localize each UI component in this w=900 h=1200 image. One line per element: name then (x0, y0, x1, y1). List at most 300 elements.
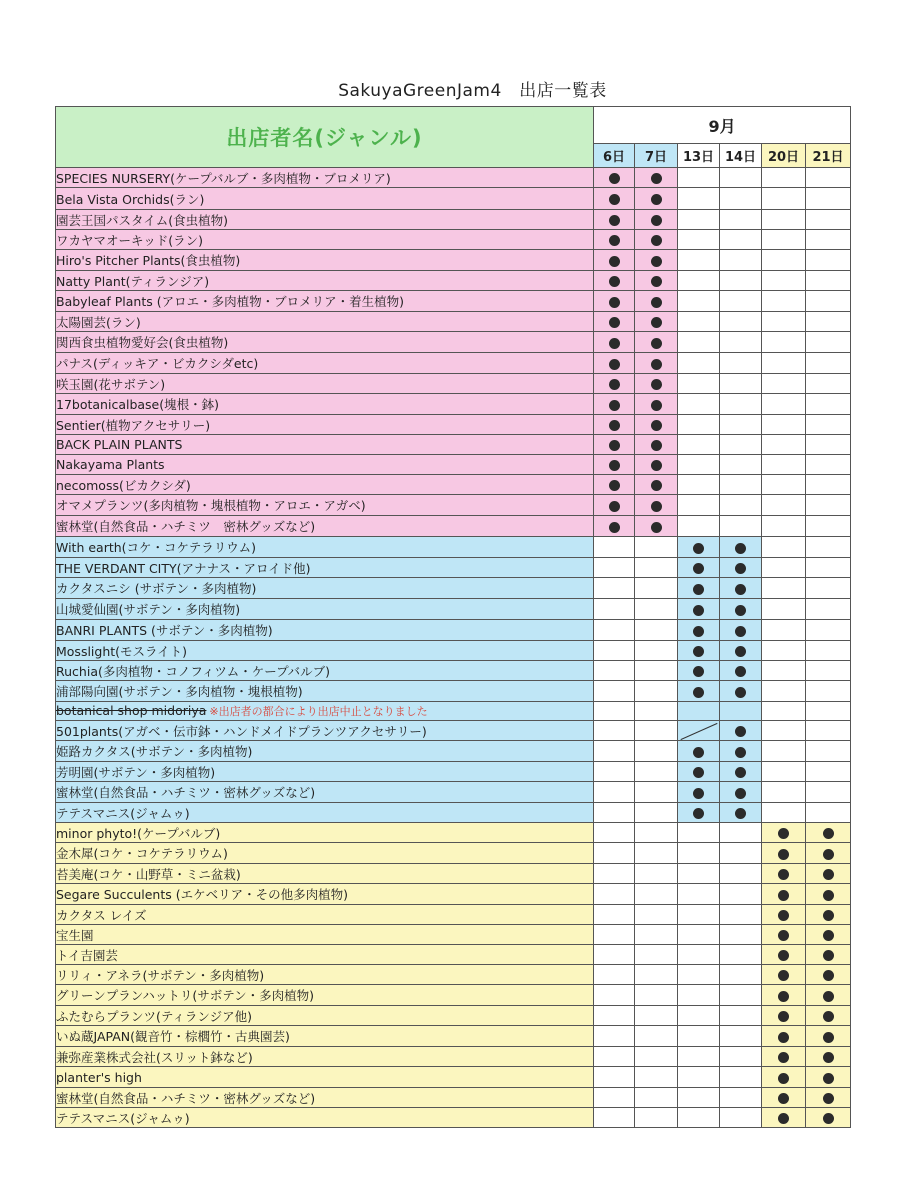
day-cell (594, 415, 635, 435)
day-cell (806, 537, 851, 558)
day-cell (635, 537, 678, 558)
day-cell (720, 985, 762, 1006)
day-header-7: 7日 (635, 144, 678, 168)
day-cell (762, 250, 806, 271)
attendance-dot (735, 646, 746, 657)
vendor-name: いぬ蔵JAPAN(観音竹・棕櫚竹・古典園芸) (56, 1029, 290, 1044)
day-cell (762, 864, 806, 884)
day-cell (720, 1026, 762, 1047)
day-cell (806, 374, 851, 394)
day-cell (594, 1067, 635, 1088)
day-cell (635, 905, 678, 925)
vendor-name: BACK PLAIN PLANTS (56, 437, 183, 452)
day-cell (635, 188, 678, 210)
day-cell (806, 516, 851, 537)
attendance-dot (651, 400, 662, 411)
day-cell (635, 843, 678, 864)
day-cell (635, 925, 678, 945)
day-cell (594, 210, 635, 230)
vendor-name: 山城愛仙園(サボテン・多肉植物) (56, 602, 241, 617)
attendance-dot (693, 563, 704, 574)
day-cell (762, 516, 806, 537)
day-cell (720, 1088, 762, 1108)
attendance-dot (823, 1113, 834, 1124)
day-cell (806, 495, 851, 516)
vendor-name: 咲玉園(花サボテン) (56, 376, 166, 392)
day-cell (720, 864, 762, 884)
attendance-dot (778, 1052, 789, 1063)
day-cell (635, 1026, 678, 1047)
vendor-name-cell (56, 945, 594, 965)
vendor-name: 蜜林堂(自然食品・ハチミツ・密林グッズなど) (56, 1090, 316, 1106)
day-cell (720, 843, 762, 864)
day-cell (720, 394, 762, 415)
vendor-name-cell (56, 803, 594, 823)
vendor-name-cell (56, 230, 594, 250)
day-cell (594, 599, 635, 620)
vendor-name: BANRI PLANTS (サボテン・多肉植物) (56, 623, 273, 638)
day-cell (635, 495, 678, 516)
day-cell (806, 353, 851, 374)
day-cell (762, 210, 806, 230)
day-cell (762, 435, 806, 455)
day-cell (720, 291, 762, 312)
day-cell (678, 1088, 720, 1108)
vendor-name-cell (56, 394, 594, 415)
vendor-name-cell (56, 516, 594, 537)
table-row (56, 762, 851, 782)
day-cell (678, 681, 720, 702)
day-cell (635, 1108, 678, 1128)
day-cell (635, 620, 678, 641)
attendance-dot (735, 543, 746, 554)
day-cell (762, 925, 806, 945)
day-cell (678, 353, 720, 374)
day-cell (762, 558, 806, 578)
table-row (56, 475, 851, 495)
day-cell (635, 250, 678, 271)
table-row (56, 1067, 851, 1088)
attendance-dot (651, 256, 662, 267)
day-cell (635, 1006, 678, 1026)
day-cell (678, 782, 720, 803)
vendor-name-cell (56, 641, 594, 661)
day-cell (762, 168, 806, 188)
day-cell (806, 1047, 851, 1067)
attendance-dot (609, 400, 620, 411)
day-cell (594, 188, 635, 210)
vendor-name-cell (56, 741, 594, 762)
day-cell (806, 620, 851, 641)
table-row (56, 721, 851, 741)
attendance-dot (693, 788, 704, 799)
day-cell (635, 762, 678, 782)
cancel-note: ※出店者の都合により出店中止となりました (209, 705, 428, 718)
day-cell (762, 762, 806, 782)
day-cell (806, 762, 851, 782)
day-cell (678, 495, 720, 516)
attendance-dot (651, 460, 662, 471)
table-row (56, 925, 851, 945)
day-cell (594, 291, 635, 312)
day-cell (720, 578, 762, 599)
day-cell (678, 435, 720, 455)
vendor-name-cell (56, 782, 594, 803)
vendor-name: 姫路カクタス(サボテン・多肉植物) (56, 744, 253, 759)
attendance-dot (823, 910, 834, 921)
day-cell (762, 230, 806, 250)
vendor-name-cell (56, 353, 594, 374)
attendance-dot (609, 420, 620, 431)
table-row (56, 558, 851, 578)
day-cell (635, 558, 678, 578)
table-row (56, 250, 851, 271)
attendance-dot (778, 869, 789, 880)
day-cell (635, 965, 678, 985)
day-cell (594, 1026, 635, 1047)
day-cell (720, 332, 762, 353)
vendor-name: トイ吉園芸 (56, 947, 118, 963)
vendor-name-header: 出店者名(ジャンル) (56, 107, 594, 168)
day-cell (594, 332, 635, 353)
attendance-dot (693, 666, 704, 677)
day-cell (635, 353, 678, 374)
attendance-dot (651, 420, 662, 431)
day-cell (720, 661, 762, 681)
attendance-dot (778, 1011, 789, 1022)
day-cell (635, 985, 678, 1006)
day-cell (806, 884, 851, 905)
attendance-dot (823, 1093, 834, 1104)
vendor-name-cell (56, 681, 594, 702)
vendor-name: Mosslight(モスライト) (56, 643, 188, 659)
day-cell (762, 291, 806, 312)
day-cell (762, 475, 806, 495)
day-cell (762, 1026, 806, 1047)
vendor-name-cell (56, 537, 594, 558)
day-cell (635, 782, 678, 803)
day-cell (720, 803, 762, 823)
day-cell (678, 475, 720, 495)
table-row (56, 495, 851, 516)
table-row (56, 741, 851, 762)
vendor-name-cell (56, 312, 594, 332)
day-cell (594, 168, 635, 188)
table-row (56, 168, 851, 188)
vendor-name: Ruchia(多肉植物・コノフィツム・ケープバルブ) (56, 663, 330, 679)
table-row (56, 945, 851, 965)
table-row (56, 271, 851, 291)
day-cell (762, 702, 806, 721)
vendor-name: 兼弥産業株式会社(スリット鉢など) (56, 1049, 253, 1065)
day-cell (762, 312, 806, 332)
day-cell (678, 558, 720, 578)
day-cell (594, 1108, 635, 1128)
day-cell (635, 271, 678, 291)
attendance-dot (651, 194, 662, 205)
attendance-dot (693, 605, 704, 616)
vendor-name: minor phyto!(ケープバルブ) (56, 825, 221, 841)
day-cell (762, 721, 806, 741)
day-cell (720, 721, 762, 741)
day-cell (806, 741, 851, 762)
vendor-name: ワカヤマオーキッド(ラン) (56, 232, 204, 248)
day-cell (635, 1088, 678, 1108)
table-row (56, 1006, 851, 1026)
day-cell (635, 741, 678, 762)
attendance-dot (609, 194, 620, 205)
day-cell (806, 230, 851, 250)
day-cell (762, 965, 806, 985)
attendance-dot (778, 1093, 789, 1104)
day-cell (594, 230, 635, 250)
attendance-dot (823, 1011, 834, 1022)
day-cell (635, 823, 678, 843)
vendor-name-cell (56, 495, 594, 516)
vendor-name: 蜜林堂(自然食品・ハチミツ・密林グッズなど) (56, 785, 316, 800)
day-cell (594, 558, 635, 578)
attendance-dot (693, 626, 704, 637)
attendance-dot (651, 379, 662, 390)
day-cell (806, 702, 851, 721)
vendor-name: オマメプランツ(多肉植物・塊根植物・アロエ・アガベ) (56, 498, 366, 513)
attendance-dot (609, 297, 620, 308)
day-cell (806, 168, 851, 188)
day-header-21: 21日 (806, 144, 851, 168)
day-cell (594, 803, 635, 823)
day-cell (635, 168, 678, 188)
day-cell (720, 516, 762, 537)
day-cell (635, 312, 678, 332)
attendance-dot (735, 666, 746, 677)
vendor-name: 蜜林堂(自然食品・ハチミツ 密林グッズなど) (56, 519, 316, 534)
day-cell (762, 823, 806, 843)
attendance-dot (609, 522, 620, 533)
table-row (56, 1108, 851, 1128)
attendance-dot (609, 235, 620, 246)
table-row (56, 782, 851, 803)
vendor-name: 17botanicalbase(塊根・鉢) (56, 397, 220, 412)
table-row (56, 1026, 851, 1047)
attendance-dot (823, 930, 834, 941)
day-cell (806, 985, 851, 1006)
vendor-name: planter's high (56, 1069, 142, 1085)
vendor-name-cell (56, 905, 594, 925)
attendance-dot (609, 215, 620, 226)
vendor-name-cell (56, 374, 594, 394)
attendance-dot (651, 522, 662, 533)
attendance-dot (735, 605, 746, 616)
table-row (56, 188, 851, 210)
attendance-dot (778, 991, 789, 1002)
attendance-dot (651, 338, 662, 349)
day-cell (678, 250, 720, 271)
day-cell (720, 353, 762, 374)
day-cell (635, 230, 678, 250)
vendor-name: necomoss(ビカクシダ) (56, 477, 191, 493)
attendance-dot (651, 440, 662, 451)
day-cell (635, 455, 678, 475)
day-cell (594, 965, 635, 985)
attendance-dot (609, 359, 620, 370)
vendor-name-cell (56, 702, 594, 721)
vendor-name-cell (56, 1067, 594, 1088)
vendor-name: カクタスニシ (サボテン・多肉植物) (56, 581, 257, 596)
day-cell (762, 803, 806, 823)
table-row (56, 884, 851, 905)
attendance-dot (823, 1032, 834, 1043)
table-row (56, 620, 851, 641)
vendor-name-cell (56, 1026, 594, 1047)
day-cell (594, 864, 635, 884)
day-cell (806, 925, 851, 945)
day-cell (720, 884, 762, 905)
vendor-name: Hiro's Pitcher Plants(食虫植物) (56, 253, 241, 268)
table-row (56, 823, 851, 843)
attendance-dot (735, 563, 746, 574)
day-cell (678, 925, 720, 945)
day-cell (720, 415, 762, 435)
vendor-name: Bela Vista Orchids(ラン) (56, 191, 205, 207)
vendor-name-cell (56, 661, 594, 681)
day-cell (806, 823, 851, 843)
day-cell (594, 741, 635, 762)
vendor-name-cell (56, 271, 594, 291)
vendor-name-cell (56, 475, 594, 495)
vendor-name-cell (56, 843, 594, 864)
table-row (56, 843, 851, 864)
day-cell (678, 985, 720, 1006)
day-cell (594, 641, 635, 661)
vendor-name-cell (56, 1108, 594, 1128)
day-cell (806, 681, 851, 702)
day-cell (594, 620, 635, 641)
day-cell (678, 415, 720, 435)
table-row (56, 905, 851, 925)
day-cell (762, 394, 806, 415)
day-cell (594, 681, 635, 702)
vendor-name: Nakayama Plants (56, 457, 165, 472)
day-header-14: 14日 (720, 144, 762, 168)
day-header-20: 20日 (762, 144, 806, 168)
day-cell (762, 905, 806, 925)
day-cell (678, 721, 720, 741)
attendance-dot (735, 584, 746, 595)
vendor-name-cell (56, 578, 594, 599)
attendance-dot (609, 440, 620, 451)
day-cell (806, 1108, 851, 1128)
vendor-name-cell (56, 250, 594, 271)
day-cell (678, 210, 720, 230)
day-cell (762, 188, 806, 210)
day-cell (594, 374, 635, 394)
vendor-name: SPECIES NURSERY(ケープバルブ・多肉植物・ブロメリア) (56, 170, 391, 186)
vendor-name: 宝生園 (56, 927, 94, 943)
day-cell (594, 435, 635, 455)
day-cell (678, 271, 720, 291)
day-cell (806, 641, 851, 661)
table-row (56, 599, 851, 620)
day-cell (720, 230, 762, 250)
table-row (56, 1088, 851, 1108)
attendance-dot (823, 1052, 834, 1063)
day-cell (635, 435, 678, 455)
day-cell (594, 945, 635, 965)
attendance-dot (651, 317, 662, 328)
attendance-dot (693, 808, 704, 819)
day-cell (594, 312, 635, 332)
attendance-dot (651, 215, 662, 226)
day-cell (635, 1047, 678, 1067)
attendance-dot (823, 869, 834, 880)
day-cell (806, 475, 851, 495)
attendance-dot (735, 726, 746, 737)
vendor-name-cell (56, 291, 594, 312)
day-cell (762, 1108, 806, 1128)
vendor-name-cell (56, 925, 594, 945)
attendance-dot (651, 173, 662, 184)
attendance-dot (693, 687, 704, 698)
attendance-dot (735, 808, 746, 819)
day-cell (762, 415, 806, 435)
vendor-name-cell (56, 435, 594, 455)
day-cell (678, 965, 720, 985)
day-cell (678, 803, 720, 823)
day-cell (594, 925, 635, 945)
table-row (56, 1047, 851, 1067)
day-cell (720, 374, 762, 394)
day-cell (720, 1047, 762, 1067)
day-cell (762, 985, 806, 1006)
day-cell (594, 823, 635, 843)
day-cell (678, 394, 720, 415)
day-cell (678, 188, 720, 210)
table-row (56, 578, 851, 599)
day-cell (635, 374, 678, 394)
attendance-dot (823, 970, 834, 981)
day-cell (678, 620, 720, 641)
day-cell (678, 843, 720, 864)
day-cell (762, 1006, 806, 1026)
vendor-name-cell (56, 762, 594, 782)
day-cell (594, 884, 635, 905)
day-cell (720, 312, 762, 332)
day-cell (678, 884, 720, 905)
attendance-dot (693, 646, 704, 657)
day-cell (806, 1026, 851, 1047)
attendance-dot (778, 828, 789, 839)
vendor-name: botanical shop midoriya (56, 703, 207, 718)
vendor-name: 金木犀(コケ・コケテラリウム) (56, 846, 228, 861)
vendor-name-cell (56, 884, 594, 905)
vendor-name-cell (56, 332, 594, 353)
day-cell (678, 823, 720, 843)
day-cell (594, 578, 635, 599)
day-cell (720, 620, 762, 641)
day-cell (720, 210, 762, 230)
attendance-dot (823, 849, 834, 860)
day-cell (678, 455, 720, 475)
vendor-name: Sentier(植物アクセサリー) (56, 417, 211, 433)
attendance-dot (778, 849, 789, 860)
day-cell (806, 905, 851, 925)
vendor-name-cell (56, 1047, 594, 1067)
table-row (56, 702, 851, 721)
day-cell (594, 495, 635, 516)
day-cell (762, 843, 806, 864)
table-row (56, 353, 851, 374)
day-cell (635, 1067, 678, 1088)
